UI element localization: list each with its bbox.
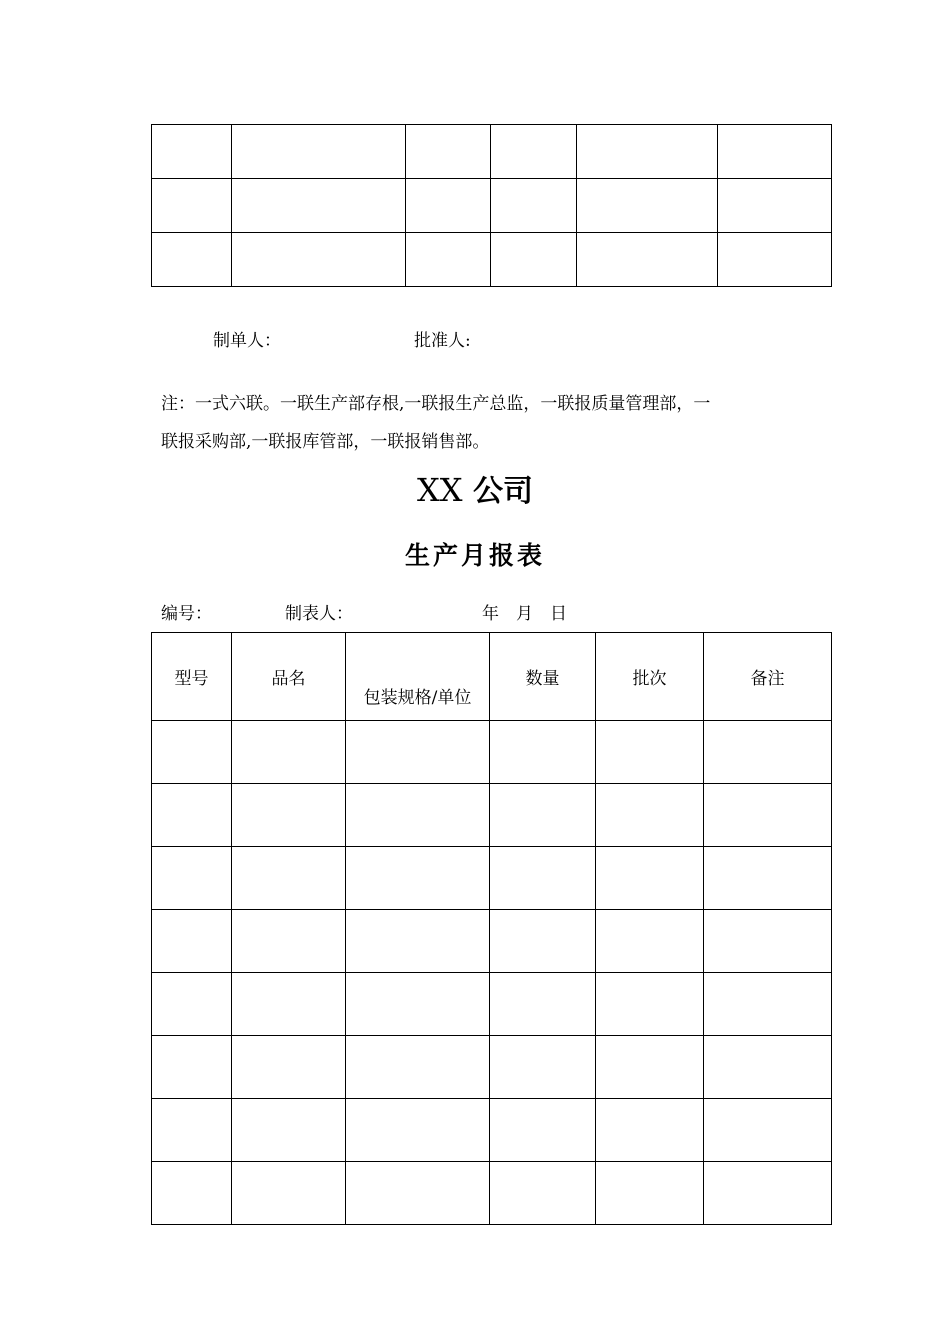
- table-cell[interactable]: [152, 910, 232, 973]
- report-title: 生产月报表: [404, 541, 545, 570]
- table-cell[interactable]: [152, 179, 232, 233]
- table-cell[interactable]: [596, 721, 704, 784]
- table-cell[interactable]: [406, 233, 491, 287]
- table-cell[interactable]: [406, 125, 491, 179]
- table-cell[interactable]: [577, 233, 718, 287]
- table-cell[interactable]: [577, 125, 718, 179]
- table-cell[interactable]: [152, 721, 232, 784]
- company-name: 公司: [473, 474, 533, 509]
- table-cell[interactable]: [704, 721, 832, 784]
- table-cell[interactable]: [346, 721, 490, 784]
- table-cell[interactable]: [152, 973, 232, 1036]
- table-cell[interactable]: [346, 910, 490, 973]
- number-label: 编号：: [161, 604, 212, 624]
- company-prefix: XX: [416, 471, 463, 509]
- date-day: 日: [550, 604, 567, 624]
- header-quantity: 数量: [490, 633, 596, 721]
- maker-label: 制单人：: [213, 331, 281, 351]
- date-month: 月: [516, 604, 533, 624]
- table-cell[interactable]: [232, 973, 346, 1036]
- table-row: [152, 1162, 832, 1225]
- table-cell[interactable]: [704, 1162, 832, 1225]
- table-cell[interactable]: [232, 910, 346, 973]
- table-cell[interactable]: [152, 125, 232, 179]
- table-cell[interactable]: [346, 1099, 490, 1162]
- table-cell[interactable]: [718, 179, 832, 233]
- table-cell[interactable]: [704, 784, 832, 847]
- table-cell[interactable]: [718, 125, 832, 179]
- table-row: [152, 1099, 832, 1162]
- table-row: [152, 1036, 832, 1099]
- table-cell[interactable]: [596, 784, 704, 847]
- table-cell[interactable]: [232, 784, 346, 847]
- table-row: [152, 973, 832, 1036]
- report-table-body: [152, 721, 832, 1225]
- table-cell[interactable]: [596, 847, 704, 910]
- table-cell[interactable]: [490, 784, 596, 847]
- table-cell[interactable]: [704, 973, 832, 1036]
- table-row: [152, 784, 832, 847]
- table-cell[interactable]: [596, 1099, 704, 1162]
- table-cell[interactable]: [577, 179, 718, 233]
- header-remarks: 备注: [704, 633, 832, 721]
- approver-label: 批准人:: [414, 331, 471, 351]
- table-cell[interactable]: [596, 1162, 704, 1225]
- table-cell[interactable]: [490, 1036, 596, 1099]
- preparer-label: 制表人：: [285, 604, 353, 624]
- table-cell[interactable]: [346, 1036, 490, 1099]
- table-cell[interactable]: [232, 1036, 346, 1099]
- table-cell[interactable]: [704, 847, 832, 910]
- note-line-1: 注：一式六联。一联生产部存根,一联报生产总监，一联报质量管理部，一: [161, 394, 711, 414]
- table-cell[interactable]: [596, 973, 704, 1036]
- table-row: [152, 179, 832, 233]
- company-title: [0, 466, 950, 510]
- table-cell[interactable]: [596, 910, 704, 973]
- table-cell[interactable]: [152, 784, 232, 847]
- table-cell[interactable]: [490, 721, 596, 784]
- table-row: [152, 910, 832, 973]
- table-cell[interactable]: [718, 233, 832, 287]
- table-cell[interactable]: [232, 721, 346, 784]
- table-cell[interactable]: [704, 910, 832, 973]
- table-cell[interactable]: [232, 179, 406, 233]
- table-cell[interactable]: [152, 1099, 232, 1162]
- table-cell[interactable]: [232, 233, 406, 287]
- header-product-name: 品名: [232, 633, 346, 721]
- header-batch: 批次: [596, 633, 704, 721]
- header-model: 型号: [152, 633, 232, 721]
- table-cell[interactable]: [490, 1162, 596, 1225]
- table-cell[interactable]: [406, 179, 491, 233]
- table-cell[interactable]: [346, 1162, 490, 1225]
- table-cell[interactable]: [232, 1099, 346, 1162]
- table-cell[interactable]: [490, 910, 596, 973]
- date-year: 年: [482, 604, 499, 624]
- header-row: [152, 633, 832, 721]
- table-cell[interactable]: [152, 847, 232, 910]
- report-table: [151, 632, 832, 1225]
- table-cell[interactable]: [152, 1162, 232, 1225]
- table-cell[interactable]: [491, 179, 577, 233]
- table-cell[interactable]: [596, 1036, 704, 1099]
- table-cell[interactable]: [704, 1036, 832, 1099]
- header-packaging: 包装规格/单位: [346, 633, 490, 721]
- table-cell[interactable]: [232, 1162, 346, 1225]
- report-table-header: [152, 633, 832, 721]
- table-cell[interactable]: [152, 233, 232, 287]
- table-cell[interactable]: [704, 1099, 832, 1162]
- table-cell[interactable]: [232, 125, 406, 179]
- table-row: [152, 233, 832, 287]
- top-table: [151, 124, 832, 287]
- table-cell[interactable]: [152, 1036, 232, 1099]
- table-cell[interactable]: [491, 233, 577, 287]
- table-cell[interactable]: [232, 847, 346, 910]
- table-cell[interactable]: [346, 847, 490, 910]
- table-row: [152, 847, 832, 910]
- table-cell[interactable]: [491, 125, 577, 179]
- table-cell[interactable]: [490, 973, 596, 1036]
- note-line-2: 联报采购部,一联报库管部，一联报销售部。: [161, 432, 490, 452]
- table-row: [152, 721, 832, 784]
- table-cell[interactable]: [490, 847, 596, 910]
- table-cell[interactable]: [346, 973, 490, 1036]
- table-cell[interactable]: [346, 784, 490, 847]
- table-cell[interactable]: [490, 1099, 596, 1162]
- table-row: [152, 125, 832, 179]
- top-table-body: [152, 125, 832, 287]
